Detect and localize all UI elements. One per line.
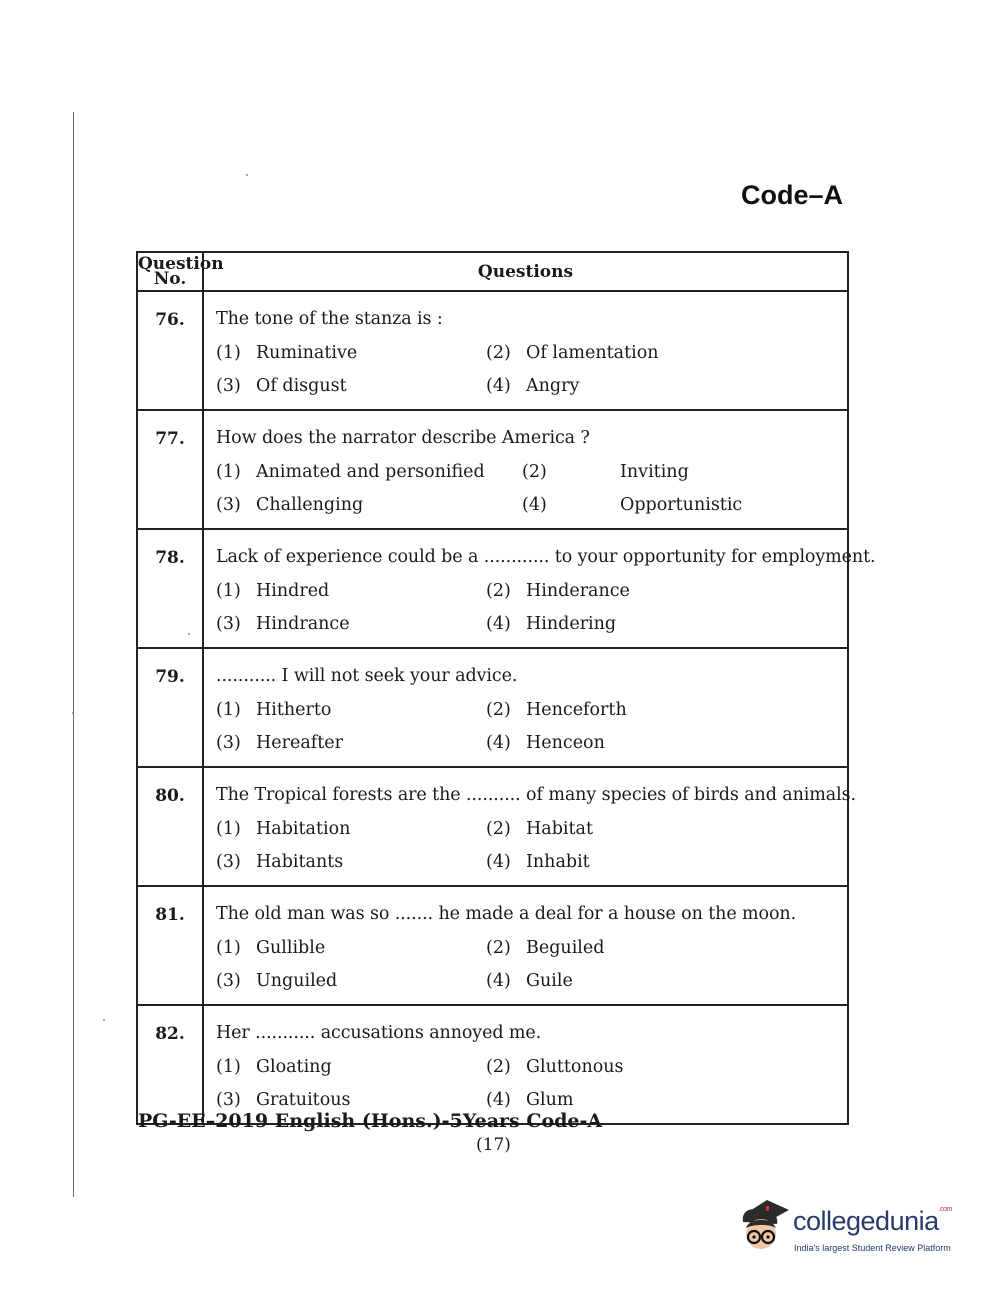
option	[486, 971, 756, 991]
option	[216, 938, 486, 958]
options-row	[216, 614, 847, 634]
option-number: (4)	[486, 1090, 511, 1110]
options-row	[216, 700, 847, 720]
option-number: (2)	[486, 700, 511, 720]
question-body	[203, 291, 848, 410]
option-number: (4)	[522, 495, 547, 515]
option-text: Hitherto	[256, 700, 332, 720]
option	[486, 614, 756, 634]
option-text: Hindred	[256, 581, 330, 601]
question-body	[203, 529, 876, 648]
option-number: (2)	[486, 581, 511, 601]
option-number: (3)	[216, 614, 241, 634]
options-row	[216, 1090, 847, 1110]
question-stem: The Tropical forests are the .......... of many species of birds and animals.	[216, 785, 856, 805]
option-number: (3)	[216, 971, 241, 991]
option-text: Gullible	[256, 938, 326, 958]
question-number: 76.	[137, 291, 203, 410]
option	[216, 1090, 486, 1110]
option-text: Inviting	[620, 462, 689, 482]
option	[486, 938, 756, 958]
question-stem: How does the narrator describe America ?	[216, 428, 590, 448]
option-number: (1)	[216, 1057, 241, 1077]
option-text: Challenging	[256, 495, 364, 515]
option	[486, 343, 756, 363]
option	[216, 733, 486, 753]
question-number: 81.	[137, 886, 203, 1005]
option	[486, 1090, 756, 1110]
question-row	[137, 1005, 848, 1124]
option-number: (2)	[522, 462, 547, 482]
option-text: Animated and personified	[256, 462, 485, 482]
scan-speck	[103, 1019, 105, 1021]
question-row	[137, 767, 848, 886]
options-row	[216, 733, 847, 753]
question-number: 77.	[137, 410, 203, 529]
questions-table	[136, 251, 876, 1125]
option-number: (1)	[216, 938, 241, 958]
option-text: Henceon	[526, 733, 605, 753]
collegedunia-logo	[735, 1196, 960, 1266]
column-header-questions: Questions	[203, 252, 848, 291]
option	[216, 581, 486, 601]
option-text: Guile	[526, 971, 573, 991]
option-number: (2)	[486, 343, 511, 363]
option	[216, 852, 486, 872]
option-number: (3)	[216, 852, 241, 872]
option-number: (2)	[486, 938, 511, 958]
option	[216, 700, 486, 720]
option-text: Hindrance	[256, 614, 350, 634]
option-text: Gloating	[256, 1057, 332, 1077]
option-number: (2)	[486, 1057, 511, 1077]
option-text: Beguiled	[526, 938, 605, 958]
binding-margin-line	[73, 112, 74, 1197]
option	[486, 581, 756, 601]
option-number: (3)	[216, 1090, 241, 1110]
page-number: (17)	[476, 1135, 511, 1155]
question-body	[203, 886, 848, 1005]
option-number: (4)	[486, 614, 511, 634]
option-number: (1)	[216, 343, 241, 363]
options-row	[216, 938, 847, 958]
mascot-icon	[735, 1196, 793, 1258]
options-row	[216, 819, 847, 839]
options-row	[216, 852, 847, 872]
option	[216, 614, 486, 634]
question-stem: Lack of experience could be a ............ to your opportunity for employment.	[216, 547, 876, 567]
option-number: (4)	[486, 733, 511, 753]
options-row	[216, 581, 847, 601]
question-stem: ........... I will not seek your advice.	[216, 666, 518, 686]
question-row	[137, 886, 848, 1005]
logo-tagline: India's largest Student Review Platform	[794, 1243, 951, 1253]
option-text: Hindering	[526, 614, 617, 634]
option-number: (1)	[216, 581, 241, 601]
question-body	[203, 767, 856, 886]
options-row	[216, 1057, 847, 1077]
logo-wordmark	[793, 1206, 952, 1237]
paper-code-heading: Code–A	[740, 180, 843, 210]
options-row	[216, 495, 847, 515]
option	[486, 852, 756, 872]
question-number: 78.	[137, 529, 203, 648]
option-number: (3)	[216, 733, 241, 753]
question-body	[203, 648, 848, 767]
option-number: (2)	[486, 819, 511, 839]
question-stem: Her ........... accusations annoyed me.	[216, 1023, 542, 1043]
scan-speck	[246, 174, 248, 176]
option-number: (4)	[486, 376, 511, 396]
option-text: Opportunistic	[620, 495, 743, 515]
option-text: Ruminative	[256, 343, 358, 363]
question-number: 80.	[137, 767, 203, 886]
option-text: Unguiled	[256, 971, 338, 991]
options-row	[216, 376, 847, 396]
question-stem: The old man was so ....... he made a deal for a house on the moon.	[216, 904, 797, 924]
option-number: (4)	[486, 852, 511, 872]
question-body	[203, 410, 848, 529]
option-text: Hinderance	[526, 581, 630, 601]
option-number: (1)	[216, 700, 241, 720]
option	[522, 495, 792, 515]
option-text: Angry	[526, 376, 580, 396]
question-number: 82.	[137, 1005, 203, 1124]
option-text: Habitation	[256, 819, 351, 839]
question-number: 79.	[137, 648, 203, 767]
option	[522, 462, 792, 482]
option-text: Hereafter	[256, 733, 344, 753]
scan-speck	[72, 712, 74, 714]
option	[486, 1057, 756, 1077]
logo-domain-suffix: .com	[938, 1206, 952, 1213]
option-number: (3)	[216, 376, 241, 396]
question-row	[137, 291, 848, 410]
question-stem: The tone of the stanza is :	[216, 309, 443, 329]
table-header-row	[137, 252, 848, 291]
option-text: Of disgust	[256, 376, 347, 396]
options-row	[216, 462, 847, 482]
option-number: (3)	[216, 495, 241, 515]
options-row	[216, 343, 847, 363]
option-text: Habitat	[526, 819, 593, 839]
question-row	[137, 648, 848, 767]
option-text: Gluttonous	[526, 1057, 624, 1077]
exam-footer-title: PG-EE–2019 English (Hons.)-5Years Code-A	[138, 1110, 603, 1132]
option	[486, 376, 756, 396]
option-text: Of lamentation	[526, 343, 659, 363]
question-row	[137, 529, 848, 648]
options-row	[216, 971, 847, 991]
option-number: (4)	[486, 971, 511, 991]
option	[216, 971, 486, 991]
option-text: Habitants	[256, 852, 344, 872]
option-number: (1)	[216, 819, 241, 839]
option	[486, 733, 756, 753]
option-text: Gratuitous	[256, 1090, 351, 1110]
question-row	[137, 410, 848, 529]
logo-name-text: collegedunia	[793, 1206, 939, 1236]
option	[216, 343, 486, 363]
option	[216, 462, 522, 482]
option-text: Henceforth	[526, 700, 627, 720]
option-text: Glum	[526, 1090, 574, 1110]
option	[216, 495, 522, 515]
column-header-question-no: Question No.	[137, 252, 203, 291]
option	[486, 700, 756, 720]
option-number: (1)	[216, 462, 241, 482]
option-text: Inhabit	[526, 852, 590, 872]
option	[216, 819, 486, 839]
option	[216, 1057, 486, 1077]
option	[216, 376, 486, 396]
question-body	[203, 1005, 848, 1124]
option	[486, 819, 756, 839]
